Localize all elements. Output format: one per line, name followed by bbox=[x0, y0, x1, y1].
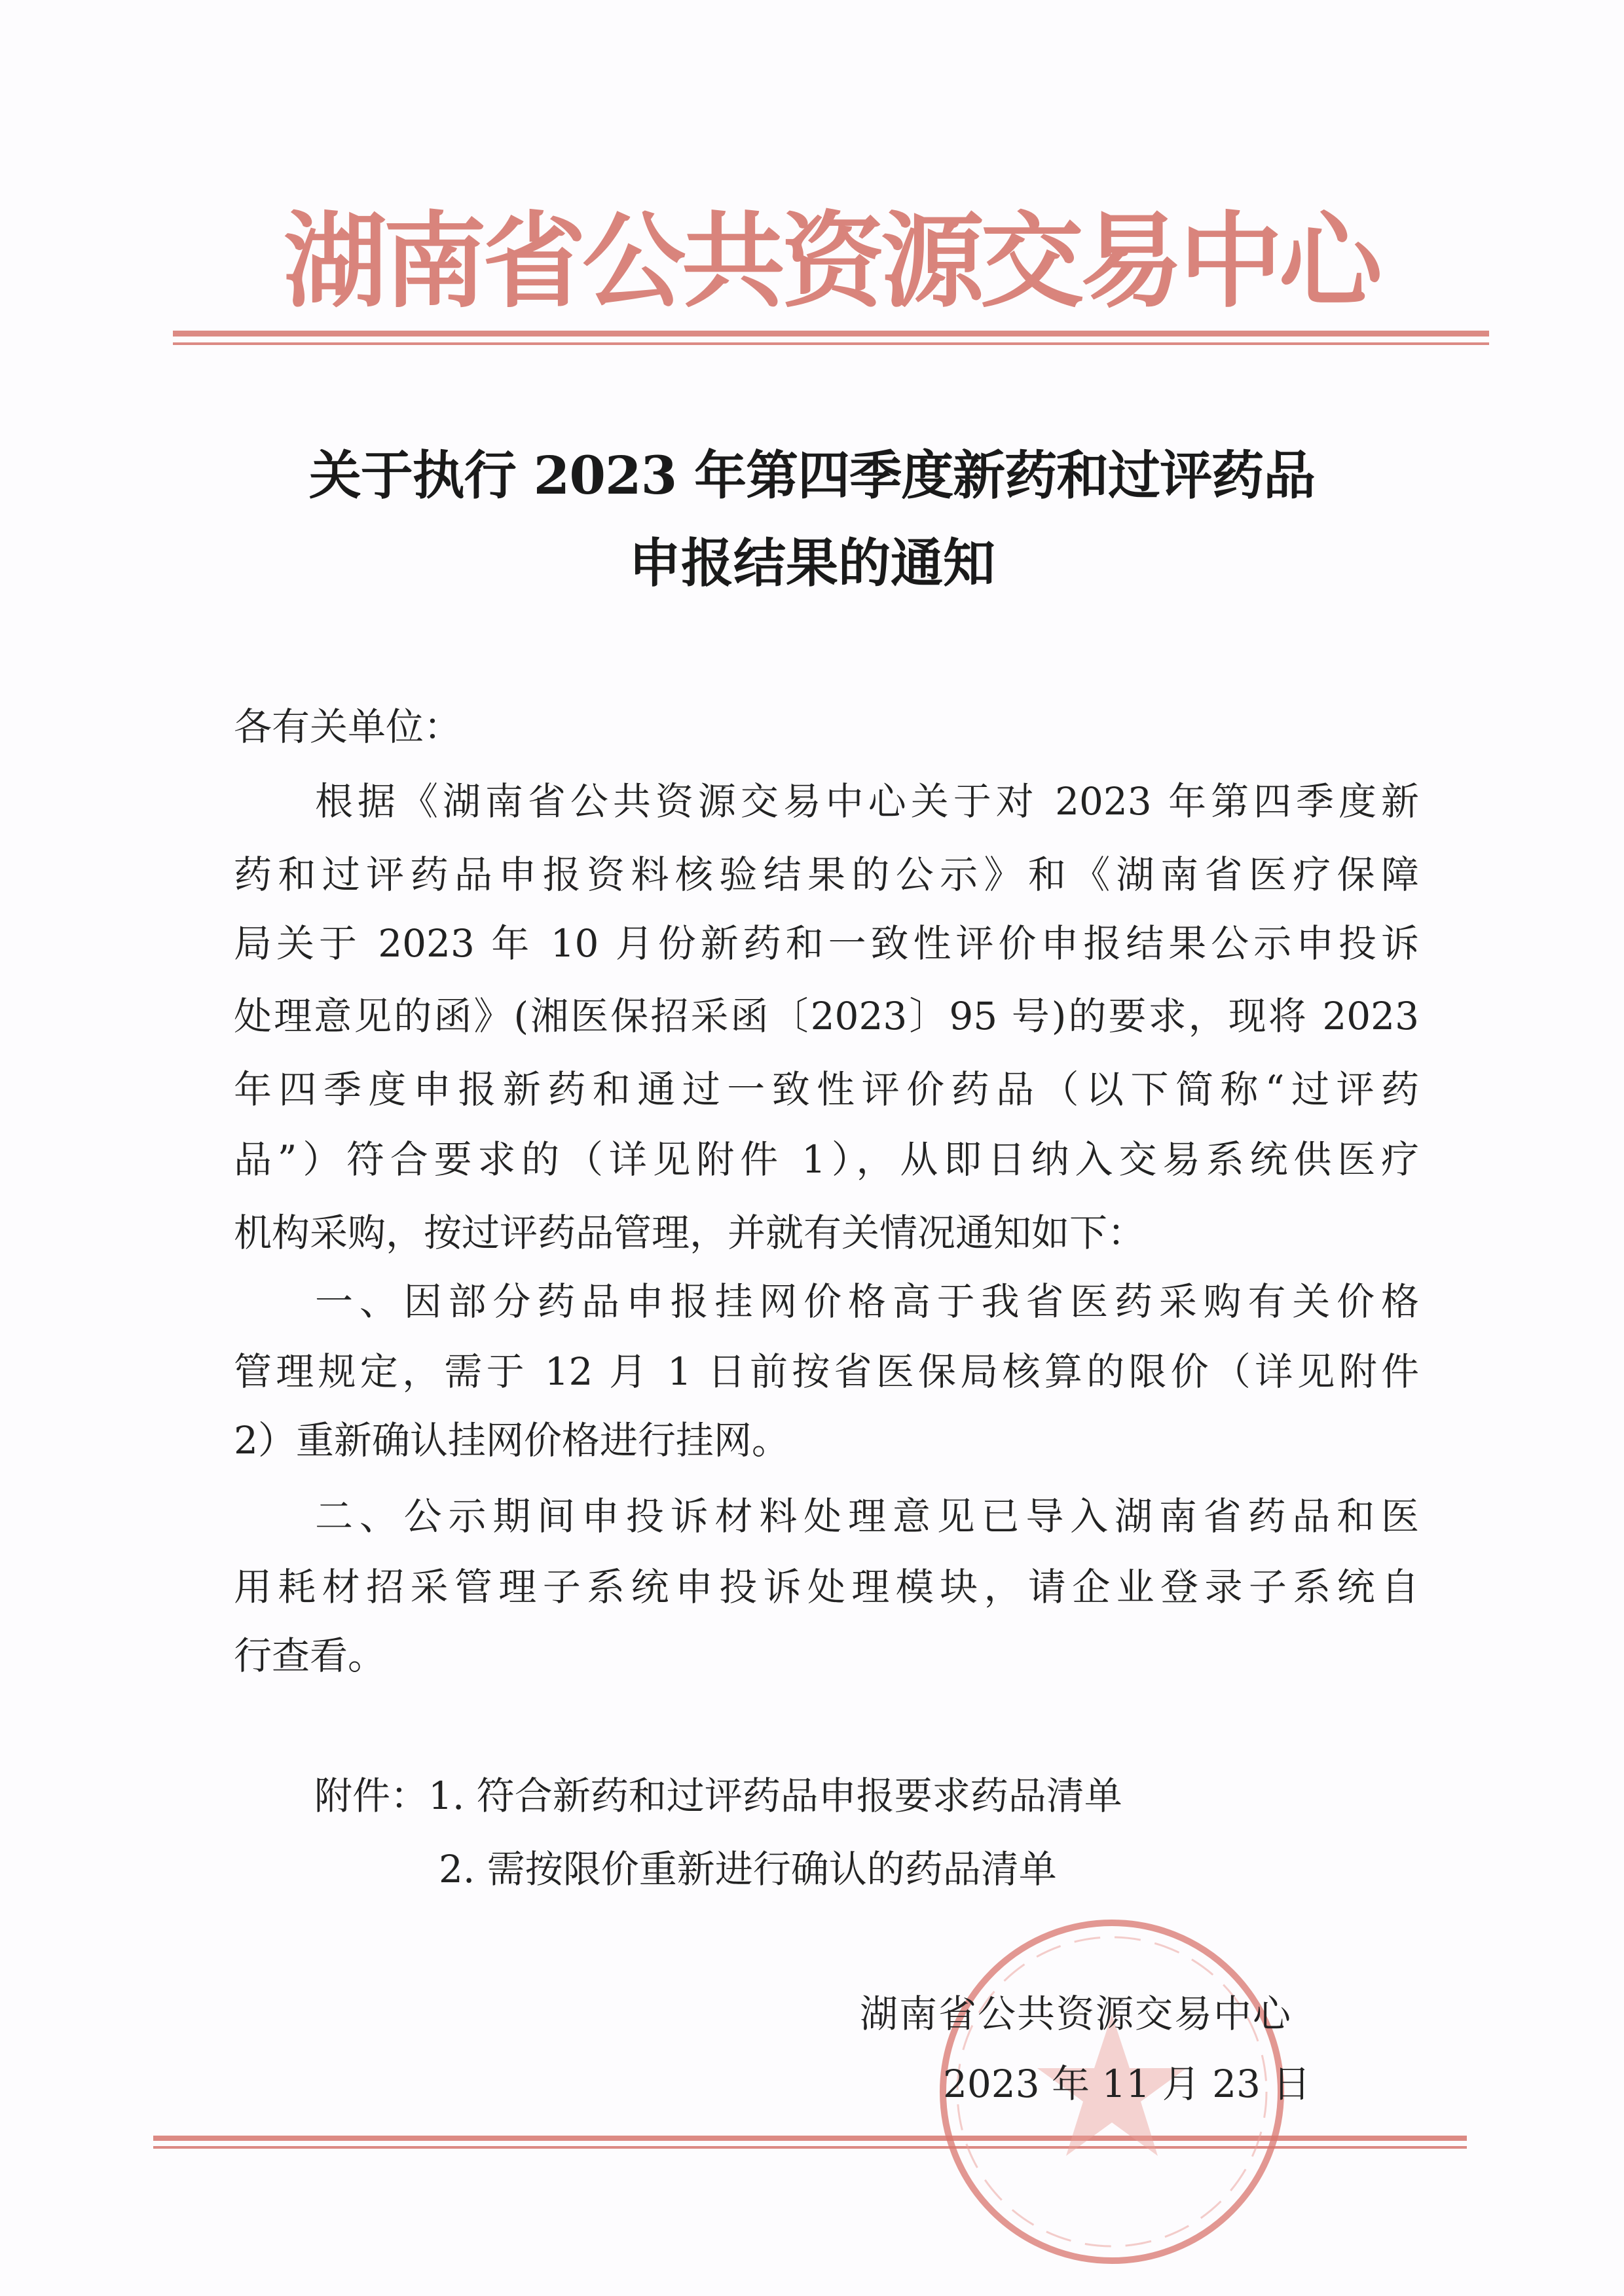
body-line: 2）重新确认挂网价格进行挂网。 bbox=[234, 1418, 790, 1463]
document-title-line-1: 关于执行 2023 年第四季度新药和过评药品 bbox=[308, 445, 1316, 506]
body-line: 局关于 2023 年 10 月份新药和一致性评价申报结果公示申投诉 bbox=[234, 921, 1419, 966]
body-line: 用耗材招采管理子系统申投诉处理模块，请企业登录子系统自 bbox=[234, 1565, 1419, 1609]
document-title-line-2: 申报结果的通知 bbox=[629, 532, 995, 594]
body-line: 药和过评药品申报资料核验结果的公示》和《湖南省医疗保障 bbox=[234, 852, 1419, 897]
body-line: 行查看。 bbox=[234, 1633, 386, 1678]
body-line: 处理意见的函》(湘医保招采函〔2023〕95 号)的要求，现将 2023 bbox=[234, 994, 1419, 1038]
body-line: 二、公示期间申投诉材料处理意见已导入湖南省药品和医 bbox=[315, 1494, 1419, 1539]
signature-org: 湖南省公共资源交易中心 bbox=[860, 1992, 1293, 2036]
body-line: 品”）符合要求的（详见附件 1），从即日纳入交易系统供医疗 bbox=[234, 1137, 1419, 1182]
letterhead-divider-thick bbox=[173, 331, 1489, 337]
body-line: 一、因部分药品申报挂网价格高于我省医药采购有关价格 bbox=[315, 1279, 1419, 1324]
body-line: 管理规定，需于 12 月 1 日前按省医保局核算的限价（详见附件 bbox=[234, 1349, 1419, 1394]
letterhead-org: 湖南省公共资源交易中心 bbox=[284, 201, 1378, 322]
attachment-1: 附件：1. 符合新药和过评药品申报要求药品清单 bbox=[314, 1774, 1122, 1818]
signature-date: 2023 年 11 月 23 日 bbox=[943, 2062, 1311, 2106]
body-line: 年四季度申报新药和通过一致性评价药品（以下简称“过评药 bbox=[234, 1067, 1419, 1112]
body-line: 机构采购，按过评药品管理，并就有关情况通知如下： bbox=[234, 1211, 1146, 1255]
salutation: 各有关单位： bbox=[234, 704, 462, 749]
body-line: 根据《湖南省公共资源交易中心关于对 2023 年第四季度新 bbox=[315, 779, 1419, 824]
attachment-2: 2. 需按限价重新进行确认的药品清单 bbox=[439, 1847, 1057, 1891]
letterhead-divider-thin bbox=[173, 342, 1489, 345]
